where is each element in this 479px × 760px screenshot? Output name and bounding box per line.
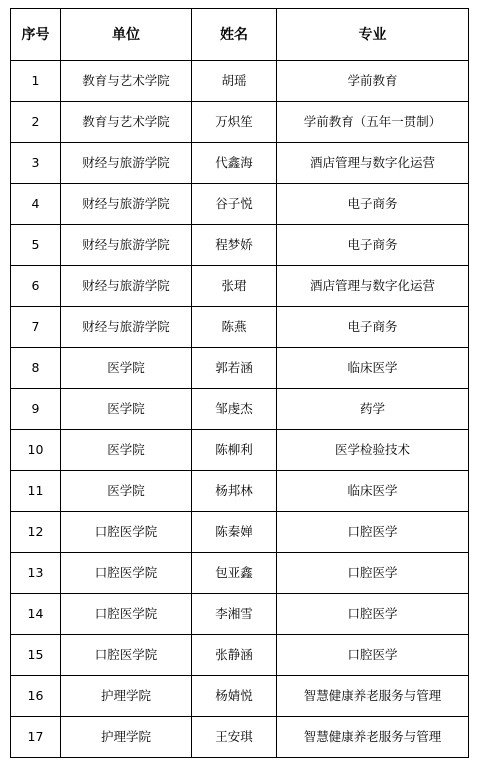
cell-major: 临床医学 bbox=[277, 348, 469, 389]
cell-name: 陈秦婵 bbox=[192, 512, 277, 553]
cell-index: 8 bbox=[11, 348, 61, 389]
cell-name: 杨邦林 bbox=[192, 471, 277, 512]
cell-unit: 财经与旅游学院 bbox=[61, 184, 192, 225]
cell-unit: 财经与旅游学院 bbox=[61, 266, 192, 307]
cell-name: 包亚鑫 bbox=[192, 553, 277, 594]
table-row bbox=[11, 225, 469, 266]
table-row bbox=[11, 635, 469, 676]
cell-index: 12 bbox=[11, 512, 61, 553]
table-header bbox=[11, 9, 469, 61]
student-roster-table bbox=[10, 8, 469, 758]
header-row bbox=[11, 9, 469, 61]
cell-unit: 医学院 bbox=[61, 389, 192, 430]
cell-unit: 财经与旅游学院 bbox=[61, 225, 192, 266]
cell-major: 口腔医学 bbox=[277, 635, 469, 676]
cell-name: 李湘雪 bbox=[192, 594, 277, 635]
cell-index: 4 bbox=[11, 184, 61, 225]
cell-index: 10 bbox=[11, 430, 61, 471]
cell-major: 电子商务 bbox=[277, 225, 469, 266]
cell-index: 2 bbox=[11, 102, 61, 143]
cell-unit: 护理学院 bbox=[61, 676, 192, 717]
cell-major: 药学 bbox=[277, 389, 469, 430]
cell-name: 陈燕 bbox=[192, 307, 277, 348]
cell-unit: 医学院 bbox=[61, 430, 192, 471]
table-row bbox=[11, 553, 469, 594]
cell-major: 酒店管理与数字化运营 bbox=[277, 266, 469, 307]
cell-index: 1 bbox=[11, 61, 61, 102]
cell-name: 张静涵 bbox=[192, 635, 277, 676]
cell-major: 智慧健康养老服务与管理 bbox=[277, 676, 469, 717]
cell-major: 学前教育（五年一贯制） bbox=[277, 102, 469, 143]
cell-unit: 口腔医学院 bbox=[61, 594, 192, 635]
cell-major: 酒店管理与数字化运营 bbox=[277, 143, 469, 184]
cell-name: 程梦娇 bbox=[192, 225, 277, 266]
cell-name: 王安琪 bbox=[192, 717, 277, 758]
cell-unit: 口腔医学院 bbox=[61, 553, 192, 594]
cell-major: 口腔医学 bbox=[277, 553, 469, 594]
table-row bbox=[11, 307, 469, 348]
cell-index: 7 bbox=[11, 307, 61, 348]
table-row bbox=[11, 389, 469, 430]
cell-unit: 教育与艺术学院 bbox=[61, 102, 192, 143]
cell-index: 6 bbox=[11, 266, 61, 307]
cell-name: 郭若涵 bbox=[192, 348, 277, 389]
table-row bbox=[11, 676, 469, 717]
cell-unit: 口腔医学院 bbox=[61, 635, 192, 676]
cell-unit: 财经与旅游学院 bbox=[61, 143, 192, 184]
table-row bbox=[11, 594, 469, 635]
table-row bbox=[11, 184, 469, 225]
cell-index: 13 bbox=[11, 553, 61, 594]
cell-index: 5 bbox=[11, 225, 61, 266]
cell-index: 17 bbox=[11, 717, 61, 758]
table-row bbox=[11, 102, 469, 143]
cell-major: 智慧健康养老服务与管理 bbox=[277, 717, 469, 758]
cell-major: 口腔医学 bbox=[277, 512, 469, 553]
cell-unit: 医学院 bbox=[61, 348, 192, 389]
cell-name: 邹虔杰 bbox=[192, 389, 277, 430]
table-row bbox=[11, 348, 469, 389]
cell-name: 谷子悦 bbox=[192, 184, 277, 225]
cell-name: 杨婧悦 bbox=[192, 676, 277, 717]
table-row bbox=[11, 471, 469, 512]
cell-major: 学前教育 bbox=[277, 61, 469, 102]
cell-index: 15 bbox=[11, 635, 61, 676]
cell-index: 11 bbox=[11, 471, 61, 512]
cell-index: 9 bbox=[11, 389, 61, 430]
header-unit: 单位 bbox=[61, 9, 192, 61]
cell-name: 万炽笙 bbox=[192, 102, 277, 143]
cell-index: 14 bbox=[11, 594, 61, 635]
table-row bbox=[11, 430, 469, 471]
table-body bbox=[11, 61, 469, 758]
cell-index: 16 bbox=[11, 676, 61, 717]
cell-unit: 医学院 bbox=[61, 471, 192, 512]
table-row bbox=[11, 61, 469, 102]
cell-name: 胡瑶 bbox=[192, 61, 277, 102]
cell-major: 电子商务 bbox=[277, 307, 469, 348]
table-row bbox=[11, 143, 469, 184]
cell-unit: 财经与旅游学院 bbox=[61, 307, 192, 348]
cell-unit: 教育与艺术学院 bbox=[61, 61, 192, 102]
cell-name: 张珺 bbox=[192, 266, 277, 307]
cell-name: 陈柳利 bbox=[192, 430, 277, 471]
cell-major: 临床医学 bbox=[277, 471, 469, 512]
table-row bbox=[11, 512, 469, 553]
cell-major: 口腔医学 bbox=[277, 594, 469, 635]
cell-name: 代鑫海 bbox=[192, 143, 277, 184]
header-name: 姓名 bbox=[192, 9, 277, 61]
cell-unit: 口腔医学院 bbox=[61, 512, 192, 553]
table-row bbox=[11, 717, 469, 758]
cell-index: 3 bbox=[11, 143, 61, 184]
table-row bbox=[11, 266, 469, 307]
header-major: 专业 bbox=[277, 9, 469, 61]
cell-major: 医学检验技术 bbox=[277, 430, 469, 471]
cell-unit: 护理学院 bbox=[61, 717, 192, 758]
header-index: 序号 bbox=[11, 9, 61, 61]
cell-major: 电子商务 bbox=[277, 184, 469, 225]
